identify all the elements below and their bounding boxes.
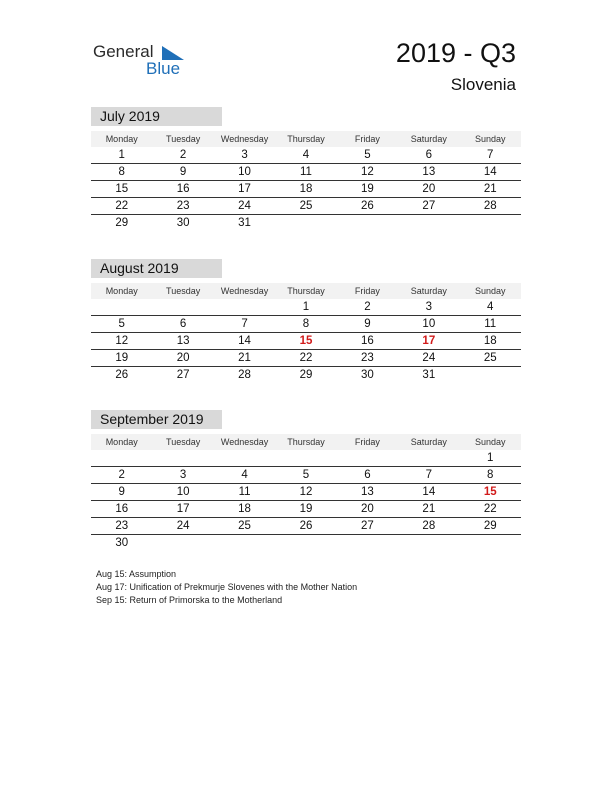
day-cell: 23 <box>176 200 190 212</box>
day-cell <box>460 215 521 231</box>
day-cell: 9 <box>179 166 187 178</box>
day-cell: 18 <box>483 335 497 347</box>
day-cell: 8 <box>118 166 125 178</box>
weekday-label: Tuesday <box>166 134 201 144</box>
weekday-label: Saturday <box>410 134 447 144</box>
month-title: August 2019 <box>91 259 222 278</box>
day-cell: 5 <box>302 469 310 481</box>
day-cell: 20 <box>422 183 436 195</box>
week-row <box>91 535 521 551</box>
day-cell: 21 <box>483 183 497 195</box>
holiday-note: Sep 15: Return of Primorska to the Motherland <box>96 595 283 605</box>
day-cell: 5 <box>364 149 371 161</box>
day-cell: 14 <box>238 335 251 347</box>
month-july <box>91 107 521 231</box>
holiday-note: Aug 15: Assumption <box>96 569 177 579</box>
week-row <box>91 198 521 215</box>
day-cell: 20 <box>361 503 374 515</box>
day-cell: 1 <box>302 301 310 313</box>
week-row <box>91 467 521 484</box>
day-cell: 13 <box>361 486 374 498</box>
weekday-label: Monday <box>105 134 138 144</box>
week-row <box>91 181 521 198</box>
day-cell: 18 <box>238 503 251 515</box>
day-cell: 14 <box>422 486 436 498</box>
day-cell: 5 <box>118 318 125 330</box>
week-row <box>91 350 521 367</box>
week-row <box>91 501 521 518</box>
day-cell <box>398 535 459 551</box>
day-cell: 13 <box>176 335 190 347</box>
day-cell: 7 <box>425 469 433 481</box>
day-cell: 4 <box>487 301 494 313</box>
day-cell: 3 <box>241 149 248 161</box>
day-cell: 3 <box>179 469 187 481</box>
day-cell: 7 <box>487 149 494 161</box>
day-cell: 19 <box>115 352 129 364</box>
day-cell: 2 <box>364 301 371 313</box>
weekday-label: Saturday <box>410 286 447 296</box>
day-cell: 9 <box>364 318 371 330</box>
weekday-header-row <box>91 131 521 147</box>
day-cell: 10 <box>176 486 190 498</box>
day-cell <box>275 450 336 466</box>
day-cell: 30 <box>115 537 129 549</box>
day-cell <box>275 535 336 551</box>
day-cell: 10 <box>422 318 436 330</box>
weekday-label: Tuesday <box>166 437 201 447</box>
day-cell: 19 <box>299 503 313 515</box>
day-cell: 15 <box>299 335 313 347</box>
day-cell: 29 <box>299 369 313 381</box>
day-cell: 24 <box>238 200 251 212</box>
day-cell <box>337 535 398 551</box>
day-cell: 11 <box>238 486 251 498</box>
day-cell <box>460 535 521 551</box>
weeks <box>91 299 521 383</box>
day-cell: 4 <box>302 149 310 161</box>
weekday-label: Sunday <box>474 286 506 296</box>
day-cell: 26 <box>361 200 374 212</box>
day-cell: 29 <box>115 217 129 229</box>
day-cell: 11 <box>300 166 312 178</box>
weekday-label: Wednesday <box>220 286 269 296</box>
day-cell: 22 <box>115 200 129 212</box>
weekday-header-row <box>91 434 521 450</box>
weeks <box>91 147 521 231</box>
weekday-label: Thursday <box>287 286 325 296</box>
day-cell: 21 <box>422 503 436 515</box>
day-cell <box>152 535 213 551</box>
day-cell: 2 <box>179 149 187 161</box>
day-cell: 12 <box>115 335 129 347</box>
day-cell: 25 <box>238 520 251 532</box>
day-cell: 22 <box>299 352 313 364</box>
day-cell: 25 <box>299 200 313 212</box>
day-cell: 31 <box>238 217 251 229</box>
week-row <box>91 518 521 535</box>
day-cell: 3 <box>425 301 433 313</box>
week-row <box>91 147 521 164</box>
day-cell: 7 <box>241 318 248 330</box>
month-title: July 2019 <box>91 107 222 126</box>
page-title: 2019 - Q3 <box>395 38 516 68</box>
day-cell: 31 <box>422 369 436 381</box>
day-cell: 4 <box>241 469 248 481</box>
weekday-label: Friday <box>354 286 380 296</box>
day-cell: 1 <box>118 149 125 161</box>
day-cell: 28 <box>483 200 497 212</box>
country-name: Slovenia <box>450 75 516 94</box>
day-cell <box>214 299 275 315</box>
day-cell: 27 <box>422 200 436 212</box>
week-row <box>91 299 521 316</box>
month-title: September 2019 <box>91 410 222 429</box>
day-cell: 18 <box>299 183 313 195</box>
day-cell: 26 <box>299 520 313 532</box>
day-cell: 24 <box>422 352 436 364</box>
weekday-label: Monday <box>105 286 138 296</box>
day-cell: 6 <box>364 469 371 481</box>
day-cell: 27 <box>176 369 190 381</box>
month-september <box>91 410 521 551</box>
day-cell: 28 <box>238 369 251 381</box>
day-cell: 29 <box>483 520 497 532</box>
day-cell: 30 <box>176 217 190 229</box>
holiday-notes <box>96 568 357 607</box>
day-cell: 1 <box>487 452 494 464</box>
logo-triangle-icon <box>162 46 184 60</box>
day-cell <box>337 450 398 466</box>
day-cell: 12 <box>361 166 374 178</box>
day-cell: 9 <box>118 486 125 498</box>
weekday-label: Saturday <box>410 437 447 447</box>
week-row <box>91 484 521 501</box>
day-cell <box>275 215 336 231</box>
day-cell: 19 <box>361 183 374 195</box>
day-cell: 28 <box>422 520 436 532</box>
day-cell: 16 <box>361 335 374 347</box>
holiday-note: Aug 17: Unification of Prekmurje Slovenes with the Mother Nation <box>96 582 358 592</box>
day-cell: 8 <box>302 318 310 330</box>
weeks <box>91 450 521 551</box>
week-row <box>91 450 521 467</box>
day-cell <box>337 215 398 231</box>
day-cell: 14 <box>483 166 497 178</box>
day-cell: 30 <box>361 369 374 381</box>
day-cell <box>91 299 152 315</box>
day-cell: 15 <box>483 486 497 498</box>
day-cell: 17 <box>176 503 190 515</box>
weekday-label: Thursday <box>287 437 325 447</box>
day-cell: 17 <box>422 335 436 347</box>
weekday-label: Tuesday <box>166 286 201 296</box>
day-cell: 16 <box>115 503 129 515</box>
week-row <box>91 215 521 231</box>
day-cell: 13 <box>422 166 436 178</box>
month-august <box>91 259 521 383</box>
generalblue-logo <box>93 42 203 82</box>
day-cell: 17 <box>238 183 251 195</box>
day-cell: 23 <box>115 520 129 532</box>
weekday-label: Monday <box>105 437 138 447</box>
day-cell <box>398 215 459 231</box>
day-cell: 16 <box>176 183 190 195</box>
week-row <box>91 316 521 333</box>
weekday-header-row <box>91 283 521 299</box>
day-cell <box>152 450 213 466</box>
weekday-label: Wednesday <box>220 437 269 447</box>
week-row <box>91 164 521 181</box>
weekday-label: Sunday <box>474 437 506 447</box>
week-row <box>91 333 521 350</box>
day-cell: 11 <box>484 318 497 330</box>
logo-text-general: General <box>93 42 154 61</box>
day-cell <box>152 299 213 315</box>
day-cell: 21 <box>238 352 251 364</box>
day-cell: 20 <box>176 352 190 364</box>
day-cell: 23 <box>361 352 374 364</box>
day-cell: 6 <box>179 318 187 330</box>
day-cell <box>91 450 152 466</box>
week-row <box>91 367 521 383</box>
logo-text-blue: Blue <box>146 59 181 78</box>
day-cell: 10 <box>238 166 251 178</box>
day-cell <box>398 450 459 466</box>
day-cell: 22 <box>483 503 497 515</box>
day-cell: 24 <box>176 520 190 532</box>
day-cell: 2 <box>118 469 125 481</box>
weekday-label: Wednesday <box>220 134 269 144</box>
weekday-label: Thursday <box>287 134 325 144</box>
day-cell: 25 <box>483 352 497 364</box>
day-cell: 15 <box>115 183 129 195</box>
day-cell <box>214 535 275 551</box>
weekday-label: Sunday <box>474 134 506 144</box>
day-cell: 8 <box>487 469 494 481</box>
day-cell <box>214 450 275 466</box>
day-cell: 27 <box>361 520 374 532</box>
weekday-label: Friday <box>354 134 380 144</box>
weekday-label: Friday <box>354 437 380 447</box>
day-cell: 6 <box>425 149 433 161</box>
day-cell <box>460 367 521 383</box>
day-cell: 26 <box>115 369 129 381</box>
day-cell: 12 <box>299 486 313 498</box>
